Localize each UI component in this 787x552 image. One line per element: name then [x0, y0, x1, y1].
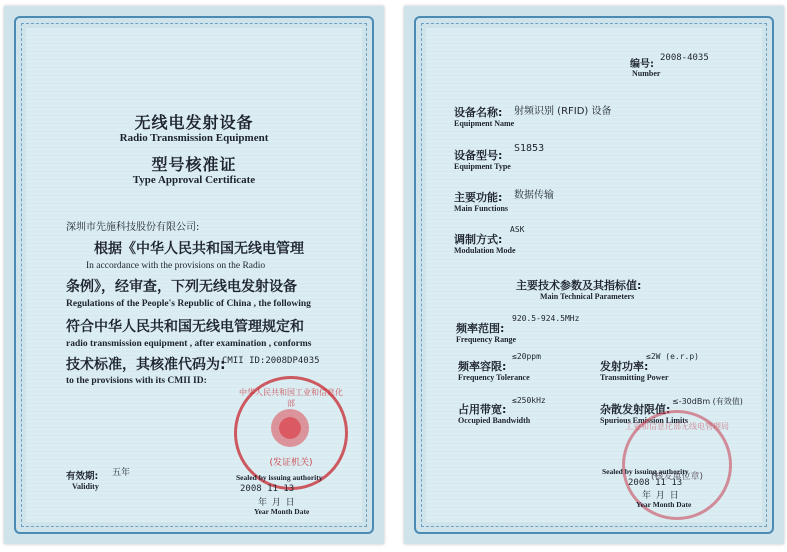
modulation-mode-label-cn: 调制方式: [454, 233, 503, 246]
cmii-id: CMII ID:2008DP4035 [222, 356, 320, 366]
sealed-by-label: Sealed by issuing authority [602, 467, 689, 476]
date-label-cn: 年 月 日 [258, 498, 296, 508]
date-label-en: Year Month Date [254, 507, 310, 516]
occupied-bandwidth-label-en: Occupied Bandwidth [458, 416, 531, 425]
statement-line-3-cn: 符合中华人民共和国无线电管理规定和 [66, 319, 304, 335]
statement-line-4-en: to the provisions with its CMII ID: [66, 376, 207, 386]
validity-value: 五年 [112, 468, 131, 478]
statement-line-2-en: Regulations of the People's Republic of China , the following [66, 299, 311, 309]
seal-label: (核发单位章) [650, 472, 704, 482]
frequency-tolerance-label-en: Frequency Tolerance [458, 373, 530, 382]
certificate-subtitle-cn: 型号核准证 [151, 155, 237, 174]
spurious-emission-label-en: Spurious Emission Limits [600, 416, 689, 425]
seal-ring-text: 中华人民共和国工业和信息化部 [239, 388, 343, 408]
issue-date: 2008 11 13 [628, 478, 683, 488]
transmitting-power-value: ≤2W (e.r.p) [646, 352, 699, 361]
date-label-cn: 年 月 日 [642, 491, 680, 501]
certificate-subtitle-en: Type Approval Certificate [132, 174, 256, 186]
statement-line-1-cn: 根据《中华人民共和国无线电管理 [94, 241, 304, 257]
spurious-emission-value: ≤-30dBm (有效值) [672, 397, 743, 406]
date-label-en: Year Month Date [636, 500, 692, 509]
validity-label-en: Validity [72, 482, 99, 491]
main-functions-value: 数据传输 [514, 190, 554, 201]
frequency-tolerance-label-cn: 频率容限: [458, 360, 507, 373]
certificate-title-en: Radio Transmission Equipment [119, 132, 269, 144]
validity-label-cn: 有效期: [66, 471, 99, 482]
seal-ring-text: 工业和信息化部无线电管理局 [625, 422, 729, 431]
certificate-number: 2008-4035 [660, 53, 709, 63]
issue-date: 2008 11 13 [240, 484, 295, 494]
modulation-mode-value: ASK [510, 225, 525, 234]
technical-parameters-title-en: Main Technical Parameters [540, 292, 635, 301]
seal-label: (发证机关) [269, 458, 313, 468]
equipment-name-label-en: Equipment Name [454, 119, 515, 128]
equipment-type-label-cn: 设备型号: [454, 149, 503, 162]
equipment-type-value: S1853 [514, 143, 545, 154]
main-functions-label-cn: 主要功能: [454, 191, 503, 204]
statement-line-3-en: radio transmission equipment , after examination , conforms [66, 339, 312, 349]
main-functions-label-en: Main Functions [454, 204, 509, 213]
occupied-bandwidth-value: ≤250kHz [512, 396, 546, 405]
spurious-emission-label-cn: 杂散发射限值: [600, 403, 671, 416]
frequency-range-label-en: Frequency Range [456, 335, 517, 344]
statement-line-4-cn: 技术标准，其核准代码为: [66, 357, 226, 373]
statement-line-1-en: In accordance with the provisions on the Radio [86, 261, 266, 271]
transmitting-power-label-cn: 发射功率: [600, 360, 649, 373]
sealed-by-label: Sealed by issuing authority [236, 473, 323, 482]
statement-line-2-cn: 条例》，经审查，下列无线电发射设备 [66, 279, 297, 295]
modulation-mode-label-en: Modulation Mode [454, 246, 516, 255]
equipment-name-value: 射频识别 (RFID) 设备 [514, 106, 612, 117]
equipment-type-label-en: Equipment Type [454, 162, 511, 171]
transmitting-power-label-en: Transmitting Power [600, 373, 669, 382]
national-emblem-icon [271, 409, 309, 447]
frequency-tolerance-value: ≤20ppm [512, 352, 541, 361]
certificate-left-page [4, 6, 384, 544]
equipment-name-label-cn: 设备名称: [454, 106, 503, 119]
number-label-en: Number [632, 69, 661, 78]
number-label-cn: 编号: [630, 59, 654, 70]
frequency-range-value: 920.5-924.5MHz [512, 314, 580, 323]
frequency-range-label-cn: 频率范围: [456, 322, 505, 335]
technical-parameters-title-cn: 主要技术参数及其指标值: [516, 279, 642, 292]
company-name: 深圳市先施科技股份有限公司: [66, 222, 200, 233]
occupied-bandwidth-label-cn: 占用带宽: [458, 403, 507, 416]
certificate-right-page [404, 6, 784, 544]
certificate-title-cn: 无线电发射设备 [134, 113, 254, 132]
